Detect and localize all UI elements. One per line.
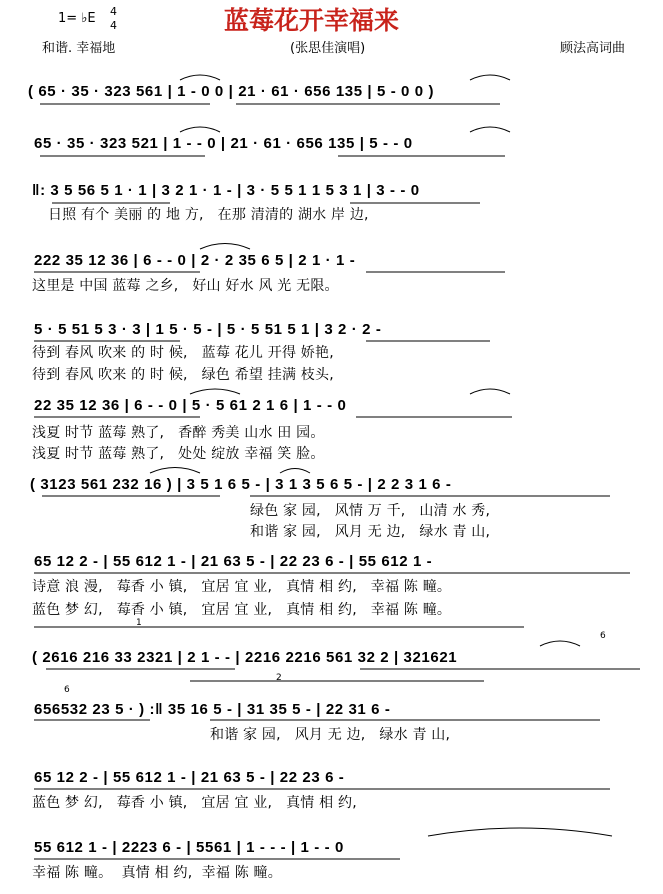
tie-1 [180, 75, 220, 80]
lyric-chorus-2a: 诗意 浪 漫, 莓香 小 镇, 宜居 宜 业, 真情 相 约, 幸福 陈 疃。 [32, 579, 452, 595]
tie-8 [150, 468, 200, 474]
tie-5 [200, 244, 250, 250]
notation-line-5: 5 · 5 51 5 3 · 3 | 1 5 · 5 - | 5 · 5 51 5 1 | 3 2 · 2 - [34, 321, 382, 338]
author-credit: 顾法高词曲 [560, 41, 626, 56]
notation-line-6: 22 35 12 36 | 6 - - 0 | 5 · 5 61 2 1 6 | 1 - - 0 [34, 397, 347, 414]
song-title: 蓝莓花开幸福来 [224, 6, 400, 35]
lyric-chorus-5: 幸福 陈 疃。 真情 相 约, 幸福 陈 疃。 [32, 865, 282, 881]
lyric-chorus-2b: 蓝色 梦 幻, 莓香 小 镇, 宜居 宜 业, 真情 相 约, 幸福 陈 疃。 [32, 602, 452, 618]
tie-11 [428, 828, 612, 836]
lyric-chorus-3: 和谐 家 园, 风月 无 边, 绿水 青 山, [210, 727, 451, 743]
notation-line-11: 65 12 2 - | 55 612 1 - | 21 63 5 - | 22 23 6 - [34, 769, 345, 786]
lyric-chorus-1a: 绿色 家 园, 风情 万 千, 山清 水 秀, [250, 503, 491, 519]
harmony-note: 和谐. 幸福地 [42, 41, 116, 56]
notation-line-8: 65 12 2 - | 55 612 1 - | 21 63 5 - | 22 23 6 - | 55 612 1 - [34, 553, 433, 570]
notation-line-12: 55 612 1 - | 2223 6 - | 5561 | 1 - - - | 1 - - 0 [34, 839, 344, 856]
notation-line-10: 656532 23 5 · ) :‖ 35 16 5 - | 31 35 5 - | 22 31 6 - [34, 701, 391, 718]
lyric-verse-4a: 浅夏 时节 蓝莓 熟了, 香醉 秀美 山水 田 园。 [32, 425, 325, 441]
volta-2-number: 2 [276, 673, 282, 683]
time-signature-bottom: 4 [110, 19, 117, 32]
notation-line-9: ( 2616 216 33 2321 | 2 1 - - | 2216 2216 561 32 2 | 321621 [32, 649, 458, 666]
notation-line-7: ( 3123 561 232 16 ) | 3 5 1 6 5 - | 3 1 3 5 6 5 - | 2 2 3 1 6 - [30, 476, 452, 493]
lyric-verse-4b: 浅夏 时节 蓝莓 熟了, 处处 绽放 幸福 笑 脸。 [32, 446, 325, 462]
tie-9 [280, 469, 310, 474]
lyric-chorus-4: 蓝色 梦 幻, 莓香 小 镇, 宜居 宜 业, 真情 相 约, [32, 795, 357, 811]
triplet-mark: 6 [600, 631, 606, 641]
lyric-chorus-1b: 和谐 家 园, 风月 无 边, 绿水 青 山, [250, 524, 491, 540]
volta-1-number: 1 [136, 618, 142, 628]
notation-line-3: ‖: 3 5 56 5 1 · 1 | 3 2 1 · 1 - | 3 · 5 5 1 1 5 3 1 | 3 - - 0 [32, 182, 420, 199]
tie-7 [470, 389, 510, 394]
lyric-verse-3b: 待到 春风 吹来 的 时 候, 绿色 希望 挂满 枝头, [32, 367, 334, 383]
triplet-mark-2: 6 [64, 685, 70, 695]
tie-4 [470, 127, 510, 132]
tie-6 [190, 389, 240, 394]
notation-line-1: ( 65 · 35 · 323 561 | 1 - 0 0 | 21 · 61 · 656 135 | 5 - 0 0 ) [28, 83, 435, 100]
lyric-verse-3a: 待到 春风 吹来 的 时 候, 蓝莓 花儿 开得 娇艳, [32, 345, 334, 361]
tie-10 [540, 641, 580, 646]
singer-credit: (张思佳演唱) [290, 41, 366, 56]
lyric-verse-1: 日照 有个 美丽 的 地 方, 在那 清清的 湖水 岸 边, [48, 207, 369, 223]
notation-line-4: 222 35 12 36 | 6 - - 0 | 2 · 2 35 6 5 | 2 1 · 1 - [34, 252, 356, 269]
tie-2 [470, 75, 510, 80]
key-signature: 1= ♭E [58, 11, 96, 26]
time-signature-top: 4 [110, 5, 117, 18]
tie-3 [180, 127, 220, 132]
notation-line-2: 65 · 35 · 323 521 | 1 - - 0 | 21 · 61 · 656 135 | 5 - - 0 [34, 135, 413, 152]
lyric-verse-2: 这里是 中国 蓝莓 之乡, 好山 好水 风 光 无限。 [32, 278, 339, 294]
